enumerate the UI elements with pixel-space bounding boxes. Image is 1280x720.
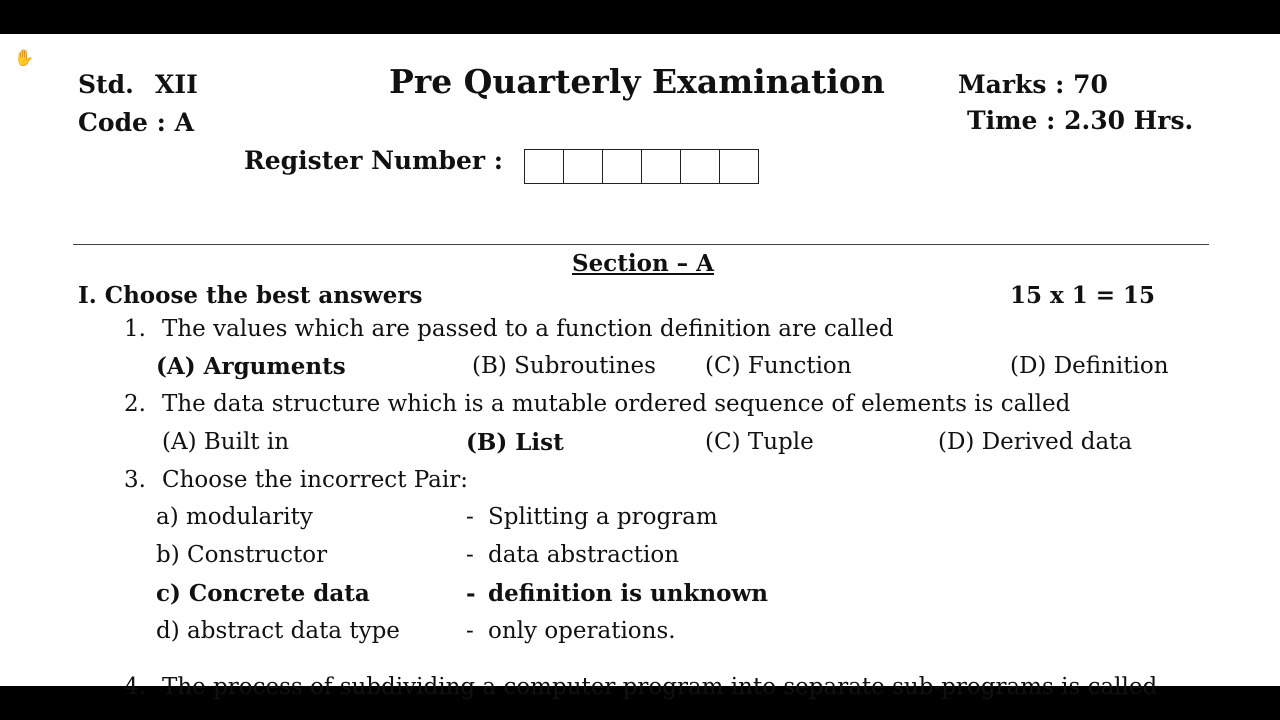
option: (B) Subroutines	[472, 353, 656, 379]
register-digit-box	[642, 150, 681, 183]
option: (A) Built in	[162, 429, 290, 455]
register-digit-box	[720, 150, 758, 183]
pair-dash: -	[466, 504, 474, 530]
section-marks: 15 x 1 = 15	[1010, 282, 1156, 309]
option: (D) Definition	[1010, 353, 1169, 379]
option: (D) Derived data	[938, 429, 1133, 455]
register-digit-box	[525, 150, 564, 183]
register-number-label: Register Number :	[244, 146, 504, 175]
pair-right: Splitting a program	[488, 504, 718, 530]
register-digit-box	[564, 150, 603, 183]
pair-left-answer: c) Concrete data	[156, 580, 370, 607]
option-answer: (A) Arguments	[156, 353, 346, 380]
std-label: Std.	[78, 70, 134, 99]
option: (C) Function	[705, 353, 852, 379]
pair-dash: -	[466, 618, 474, 644]
question-text: The process of subdividing a computer program into separate sub-programs is called	[162, 674, 1158, 700]
option-answer: (B) List	[466, 429, 564, 456]
pair-left: d) abstract data type	[156, 618, 400, 644]
pair-dash: -	[466, 542, 474, 568]
pair-left: b) Constructor	[156, 542, 328, 568]
section-instruction: I. Choose the best answers	[78, 282, 423, 309]
question-number: 1.	[124, 316, 146, 342]
section-title: Section – A	[572, 250, 715, 277]
question-text: The data structure which is a mutable ordered sequence of elements is called	[162, 391, 1071, 417]
exam-title: Pre Quarterly Examination	[389, 62, 885, 101]
time-label: Time : 2.30 Hrs.	[967, 106, 1194, 135]
pair-right: only operations.	[488, 618, 676, 644]
pair-right: data abstraction	[488, 542, 680, 568]
question-4-partial	[120, 674, 1180, 700]
marks-label: Marks : 70	[958, 70, 1108, 99]
question-number: 3.	[124, 467, 146, 493]
register-digit-box	[681, 150, 720, 183]
question-text: Choose the incorrect Pair:	[162, 467, 468, 493]
std-value: XII	[155, 70, 198, 99]
hand-cursor-icon: ✋	[14, 48, 34, 67]
register-digit-box	[603, 150, 642, 183]
pair-left: a) modularity	[156, 504, 313, 530]
question-number: 2.	[124, 391, 146, 417]
pair-dash: -	[466, 580, 476, 607]
register-number-boxes	[524, 149, 759, 184]
exam-page	[0, 34, 1280, 700]
code-label: Code : A	[78, 108, 194, 137]
header-divider	[73, 244, 1209, 245]
question-text: The values which are passed to a function definition are called	[162, 316, 894, 342]
option: (C) Tuple	[705, 429, 814, 455]
question-number: 4.	[124, 674, 146, 700]
pair-right-answer: definition is unknown	[488, 580, 768, 607]
